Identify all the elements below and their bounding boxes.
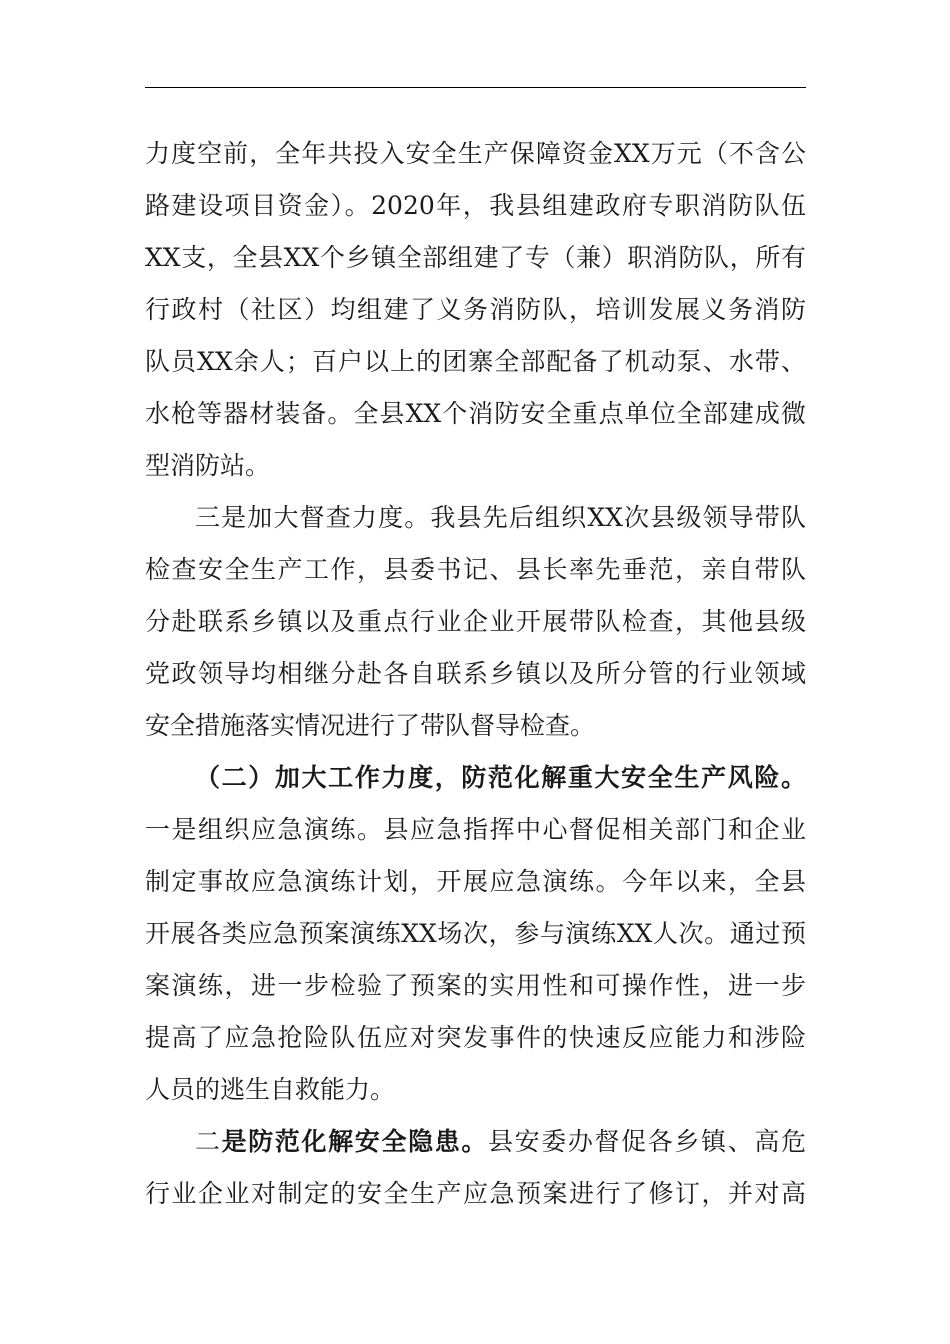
text-line: 党政领导均相继分赴各自联系乡镇以及所分管的行业领域: [145, 659, 806, 688]
text-line: 水枪等器材装备。全县XX个消防安全重点单位全部建成微: [145, 399, 806, 428]
text-line: 案演练，进一步检验了预案的实用性和可操作性，进一步: [145, 971, 806, 1000]
text-line: 行业企业对制定的安全生产应急预案进行了修订，并对高: [145, 1179, 806, 1208]
text-line: 三是加大督查力度。我县先后组织XX次县级领导带队: [195, 503, 806, 532]
text-line: 路建设项目资金）。2020年，我县组建政府专职消防队伍: [145, 191, 806, 220]
text-line: 一是组织应急演练。县应急指挥中心督促相关部门和企业: [145, 815, 806, 844]
text-continuation: 县安委办督促各乡镇、高危: [487, 1127, 806, 1156]
text-line: 检查安全生产工作，县委书记、县长率先垂范，亲自带队: [145, 555, 806, 584]
text-line: 开展各类应急预案演练XX场次，参与演练XX人次。通过预: [145, 919, 806, 948]
section-heading: （二）加大工作力度，防范化解重大安全生产风险。: [195, 763, 806, 792]
paragraph-prefix: 二: [195, 1127, 222, 1156]
text-line: 分赴联系乡镇以及重点行业企业开展带队检查，其他县级: [145, 607, 806, 636]
bold-lead-phrase: 是防范化解安全隐患。: [221, 1127, 488, 1156]
text-line: 型消防站。: [145, 451, 271, 480]
text-line: 提高了应急抢险队伍应对突发事件的快速反应能力和涉险: [145, 1023, 806, 1052]
text-line-mixed: [195, 1116, 806, 1168]
header-rule: [145, 87, 806, 88]
text-line: 安全措施落实情况进行了带队督导检查。: [145, 711, 596, 740]
text-line: 人员的逃生自救能力。: [145, 1075, 396, 1104]
text-line: XX支，全县XX个乡镇全部组建了专（兼）职消防队，所有: [145, 243, 806, 272]
text-line: 制定事故应急演练计划，开展应急演练。今年以来，全县: [145, 867, 806, 896]
text-line: 行政村（社区）均组建了义务消防队，培训发展义务消防: [145, 295, 806, 324]
text-line: 队员XX余人；百户以上的团寨全部配备了机动泵、水带、: [145, 347, 806, 376]
text-line: 力度空前，全年共投入安全生产保障资金XX万元（不含公: [145, 139, 806, 168]
